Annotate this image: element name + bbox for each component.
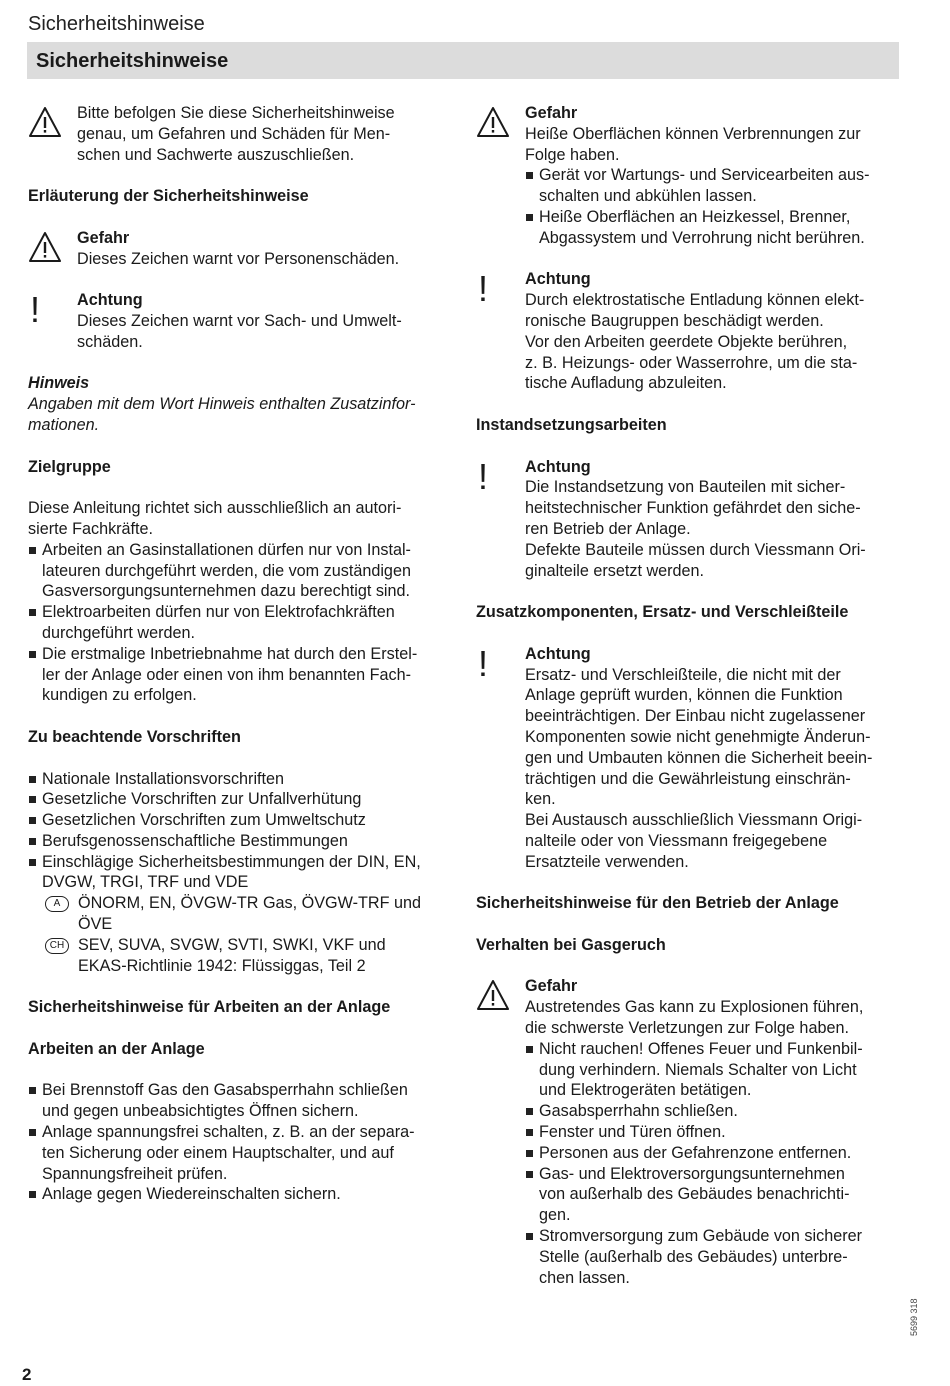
bullet-icon	[28, 831, 42, 852]
zielgruppe-text: Diese Anleitung richtet sich ausschließlich an autori-	[28, 499, 402, 518]
bullet-icon	[28, 810, 42, 831]
achtung-note	[28, 290, 458, 352]
achtung-title: Achtung	[77, 291, 143, 310]
gefahr-text: die schwerste Verletzungen zur Folge haben.	[525, 1019, 849, 1038]
list-item	[525, 165, 904, 207]
list-item	[28, 540, 458, 602]
list-item	[28, 1184, 458, 1205]
country-code-a-icon: A	[45, 896, 69, 912]
gefahr-text: Austretendes Gas kann zu Explosionen führen,	[525, 998, 864, 1017]
hinweis-title: Hinweis	[28, 374, 90, 393]
list-item	[525, 1164, 904, 1226]
list-line: Fenster und Türen öffnen.	[539, 1123, 726, 1142]
list-item	[28, 1122, 458, 1184]
list-line: Anlage gegen Wiedereinschalten sichern.	[42, 1185, 341, 1204]
country-code-ch-icon: CH	[45, 938, 69, 954]
bullet-icon	[28, 1184, 42, 1205]
achtung-text: gen und Umbauten können die Sicherheit beein-	[525, 748, 873, 767]
achtung-text: ronische Baugruppen beschädigt werden.	[525, 311, 824, 330]
list-line: lateuren durchgeführt werden, die vom zuständigen	[42, 561, 411, 580]
list-item	[525, 1143, 904, 1164]
heading-instandsetzung: Instandsetzungsarbeiten	[476, 415, 667, 434]
list-line: Gasabsperrhahn schließen.	[539, 1102, 738, 1121]
list-line: Heiße Oberflächen an Heizkessel, Brenner,	[539, 207, 851, 226]
list-item	[525, 1101, 904, 1122]
bullet-icon	[525, 1039, 539, 1101]
bullet-icon	[525, 1122, 539, 1143]
list-item	[28, 810, 458, 831]
list-line: Arbeiten an Gasinstallationen dürfen nur von Instal-	[42, 540, 411, 559]
list-line: Spannungsfreiheit prüfen.	[42, 1164, 228, 1183]
list-item	[28, 769, 458, 790]
achtung-text: Ersatzteile verwenden.	[525, 852, 689, 871]
achtung-text: Durch elektrostatische Entladung können elekt-	[525, 291, 865, 310]
list-line: schalten und abkühlen lassen.	[539, 187, 757, 206]
exclamation-icon: !	[478, 455, 489, 497]
list-line: Einschlägige Sicherheitsbestimmungen der DIN, EN,	[42, 852, 421, 871]
list-line: Personen aus der Gefahrenzone entfernen.	[539, 1143, 852, 1162]
bullet-icon	[28, 769, 42, 790]
list-line: dung verhindern. Niemals Schalter von Licht	[539, 1060, 857, 1079]
gefahr-text: Dieses Zeichen warnt vor Personenschäden.	[77, 249, 400, 268]
list-line: ÖVE	[78, 915, 113, 934]
bullet-icon	[28, 644, 42, 706]
achtung-text: Komponenten sowie nicht genehmigte Änderun-	[525, 727, 871, 746]
list-line: und Elektrogeräten betätigen.	[539, 1081, 752, 1100]
achtung-text: ginalteile ersetzt werden.	[525, 561, 705, 580]
list-line: Abgassystem und Verrohrung nicht berühren.	[539, 228, 865, 247]
list-item	[525, 207, 904, 249]
bullet-icon	[525, 1226, 539, 1288]
list-line: chen lassen.	[539, 1268, 630, 1287]
country-item-ch	[28, 935, 458, 977]
achtung-text: beeinträchtigen. Der Einbau nicht zugelassener	[525, 707, 866, 726]
warning-triangle-icon	[28, 103, 77, 165]
gefahr-note	[476, 103, 904, 249]
gefahr-title: Gefahr	[525, 104, 578, 122]
list-line: Anlage spannungsfrei schalten, z. B. an der separa-	[42, 1123, 415, 1142]
achtung-text: schäden.	[77, 332, 143, 351]
list-line: Elektroarbeiten dürfen nur von Elektrofachkräften	[42, 603, 395, 622]
heading-arbeiten: Sicherheitshinweise für Arbeiten an der Anlage	[28, 998, 391, 1017]
document-number: 5699 318	[909, 1298, 919, 1336]
achtung-text: Anlage geprüft wurden, können die Funktion	[525, 686, 843, 705]
list-line: Nicht rauchen! Offenes Feuer und Funkenbil-	[539, 1039, 863, 1058]
list-line: Stelle (außerhalb des Gebäudes) unterbre-	[539, 1247, 848, 1266]
list-line: Stromversorgung zum Gebäude von sicherer	[539, 1227, 863, 1246]
gefahr-note	[28, 228, 458, 270]
list-line: Gasversorgungsunternehmen dazu berechtigt sind.	[42, 582, 411, 601]
list-line: DVGW, TRGI, TRF und VDE	[42, 873, 249, 892]
list-line: und gegen unbeabsichtigtes Öffnen sichern.	[42, 1102, 359, 1121]
intro-line: genau, um Gefahren und Schäden für Men-	[77, 124, 391, 143]
exclamation-icon: !	[30, 289, 41, 331]
achtung-note	[476, 457, 904, 582]
bullet-icon	[525, 165, 539, 207]
bullet-icon	[525, 1143, 539, 1164]
list-line: Berufsgenossenschaftliche Bestimmungen	[42, 831, 348, 850]
bullet-icon	[28, 1080, 42, 1122]
intro-line: schen und Sachwerte auszuschließen.	[77, 145, 355, 164]
list-item	[28, 831, 458, 852]
list-line: SEV, SUVA, SVGW, SVTI, SWKI, VKF und	[78, 935, 386, 954]
list-item	[28, 1080, 458, 1122]
achtung-note	[476, 269, 904, 394]
achtung-text: Dieses Zeichen warnt vor Sach- und Umwelt-	[77, 311, 402, 330]
heading-zusatzkomponenten: Zusatzkomponenten, Ersatz- und Verschleißteile	[476, 603, 849, 622]
bullet-icon	[525, 1164, 539, 1226]
gefahr-title: Gefahr	[525, 977, 578, 996]
list-line: ler der Anlage oder einen von ihm benannten Fach-	[42, 665, 411, 684]
intro-note	[28, 103, 458, 165]
achtung-text: z. B. Heizungs- oder Wasserrohre, um die sta-	[525, 353, 858, 372]
achtung-title: Achtung	[525, 457, 591, 476]
list-item	[28, 602, 458, 644]
hinweis-text: Angaben mit dem Wort Hinweis enthalten Zusatzinfor-	[28, 395, 416, 414]
gefahr-text: Folge haben.	[525, 145, 620, 164]
page-number: 2	[22, 1365, 32, 1384]
list-line: Gesetzlichen Vorschriften zum Umweltschutz	[42, 811, 366, 830]
intro-line: Bitte befolgen Sie diese Sicherheitshinweise	[77, 104, 395, 122]
list-line: Gerät vor Wartungs- und Servicearbeiten aus-	[539, 166, 870, 185]
list-line: von außerhalb des Gebäudes benachrichti-	[539, 1185, 850, 1204]
achtung-text: heitstechnischer Funktion gefährdet den siche-	[525, 499, 861, 518]
bullet-icon	[525, 1101, 539, 1122]
achtung-title: Achtung	[525, 644, 591, 663]
heading-erlaeuterung: Erläuterung der Sicherheitshinweise	[28, 187, 309, 206]
list-item	[28, 644, 458, 706]
bullet-icon	[28, 540, 42, 602]
gefahr-title: Gefahr	[77, 228, 130, 247]
achtung-text: tische Aufladung abzuleiten.	[525, 374, 727, 393]
exclamation-icon: !	[478, 268, 489, 310]
hinweis-text: mationen.	[28, 415, 100, 434]
achtung-text: Defekte Bauteile müssen durch Viessmann Ori-	[525, 540, 866, 559]
achtung-text: trächtigen und die Gewährleistung einschrän-	[525, 769, 851, 788]
running-head: Sicherheitshinweise	[28, 13, 205, 35]
achtung-text: Die Instandsetzung von Bauteilen mit sicher-	[525, 478, 846, 497]
achtung-note	[476, 644, 904, 873]
section-title: Sicherheitshinweise	[36, 50, 229, 72]
list-item	[525, 1226, 904, 1288]
list-line: gen.	[539, 1206, 571, 1225]
list-line: Die erstmalige Inbetriebnahme hat durch den Erstel-	[42, 644, 418, 663]
achtung-title: Achtung	[525, 270, 591, 289]
list-line: kundigen zu erfolgen.	[42, 686, 197, 705]
list-line: ÖNORM, EN, ÖVGW-TR Gas, ÖVGW-TRF und	[78, 894, 421, 913]
heading-vorschriften: Zu beachtende Vorschriften	[28, 727, 241, 746]
bullet-icon	[28, 1122, 42, 1184]
bullet-icon	[28, 602, 42, 644]
warning-triangle-icon	[476, 976, 525, 1288]
heading-gasgeruch: Verhalten bei Gasgeruch	[476, 935, 666, 954]
list-line: durchgeführt werden.	[42, 623, 195, 642]
list-item	[525, 1122, 904, 1143]
zielgruppe-text: sierte Fachkräfte.	[28, 519, 154, 538]
warning-triangle-icon	[476, 103, 525, 249]
list-line: Gas- und Elektroversorgungsunternehmen	[539, 1164, 845, 1183]
country-item-a	[28, 893, 458, 935]
gefahr-note	[476, 976, 904, 1288]
list-line: Gesetzliche Vorschriften zur Unfallverhütung	[42, 790, 362, 809]
bullet-icon	[28, 852, 42, 894]
list-item	[28, 789, 458, 810]
list-item	[28, 852, 458, 894]
heading-betrieb: Sicherheitshinweise für den Betrieb der Anlage	[476, 894, 839, 913]
achtung-text: ren Betrieb der Anlage.	[525, 519, 691, 538]
heading-arbeiten-sub: Arbeiten an der Anlage	[28, 1039, 205, 1058]
list-line: Bei Brennstoff Gas den Gasabsperrhahn schließen	[42, 1081, 408, 1100]
section-title-bar	[27, 42, 899, 79]
bullet-icon	[525, 207, 539, 249]
right-column	[476, 103, 904, 1288]
warning-triangle-icon	[28, 228, 77, 270]
achtung-text: Bei Austausch ausschließlich Viessmann Origi-	[525, 811, 863, 830]
achtung-text: nalteile oder von Viessmann freigegebene	[525, 831, 828, 850]
achtung-text: Vor den Arbeiten geerdete Objekte berühren,	[525, 332, 848, 351]
exclamation-icon: !	[478, 642, 489, 684]
list-line: Nationale Installationsvorschriften	[42, 769, 285, 788]
list-item	[525, 1039, 904, 1101]
left-column	[28, 103, 458, 1205]
achtung-text: ken.	[525, 790, 556, 809]
heading-zielgruppe: Zielgruppe	[28, 457, 111, 476]
list-line: EKAS-Richtlinie 1942: Flüssiggas, Teil 2	[78, 956, 366, 975]
bullet-icon	[28, 789, 42, 810]
list-line: ten Sicherung oder einem Hauptschalter, und auf	[42, 1143, 394, 1162]
gefahr-text: Heiße Oberflächen können Verbrennungen zur	[525, 124, 861, 143]
achtung-text: Ersatz- und Verschleißteile, die nicht mit der	[525, 665, 841, 684]
